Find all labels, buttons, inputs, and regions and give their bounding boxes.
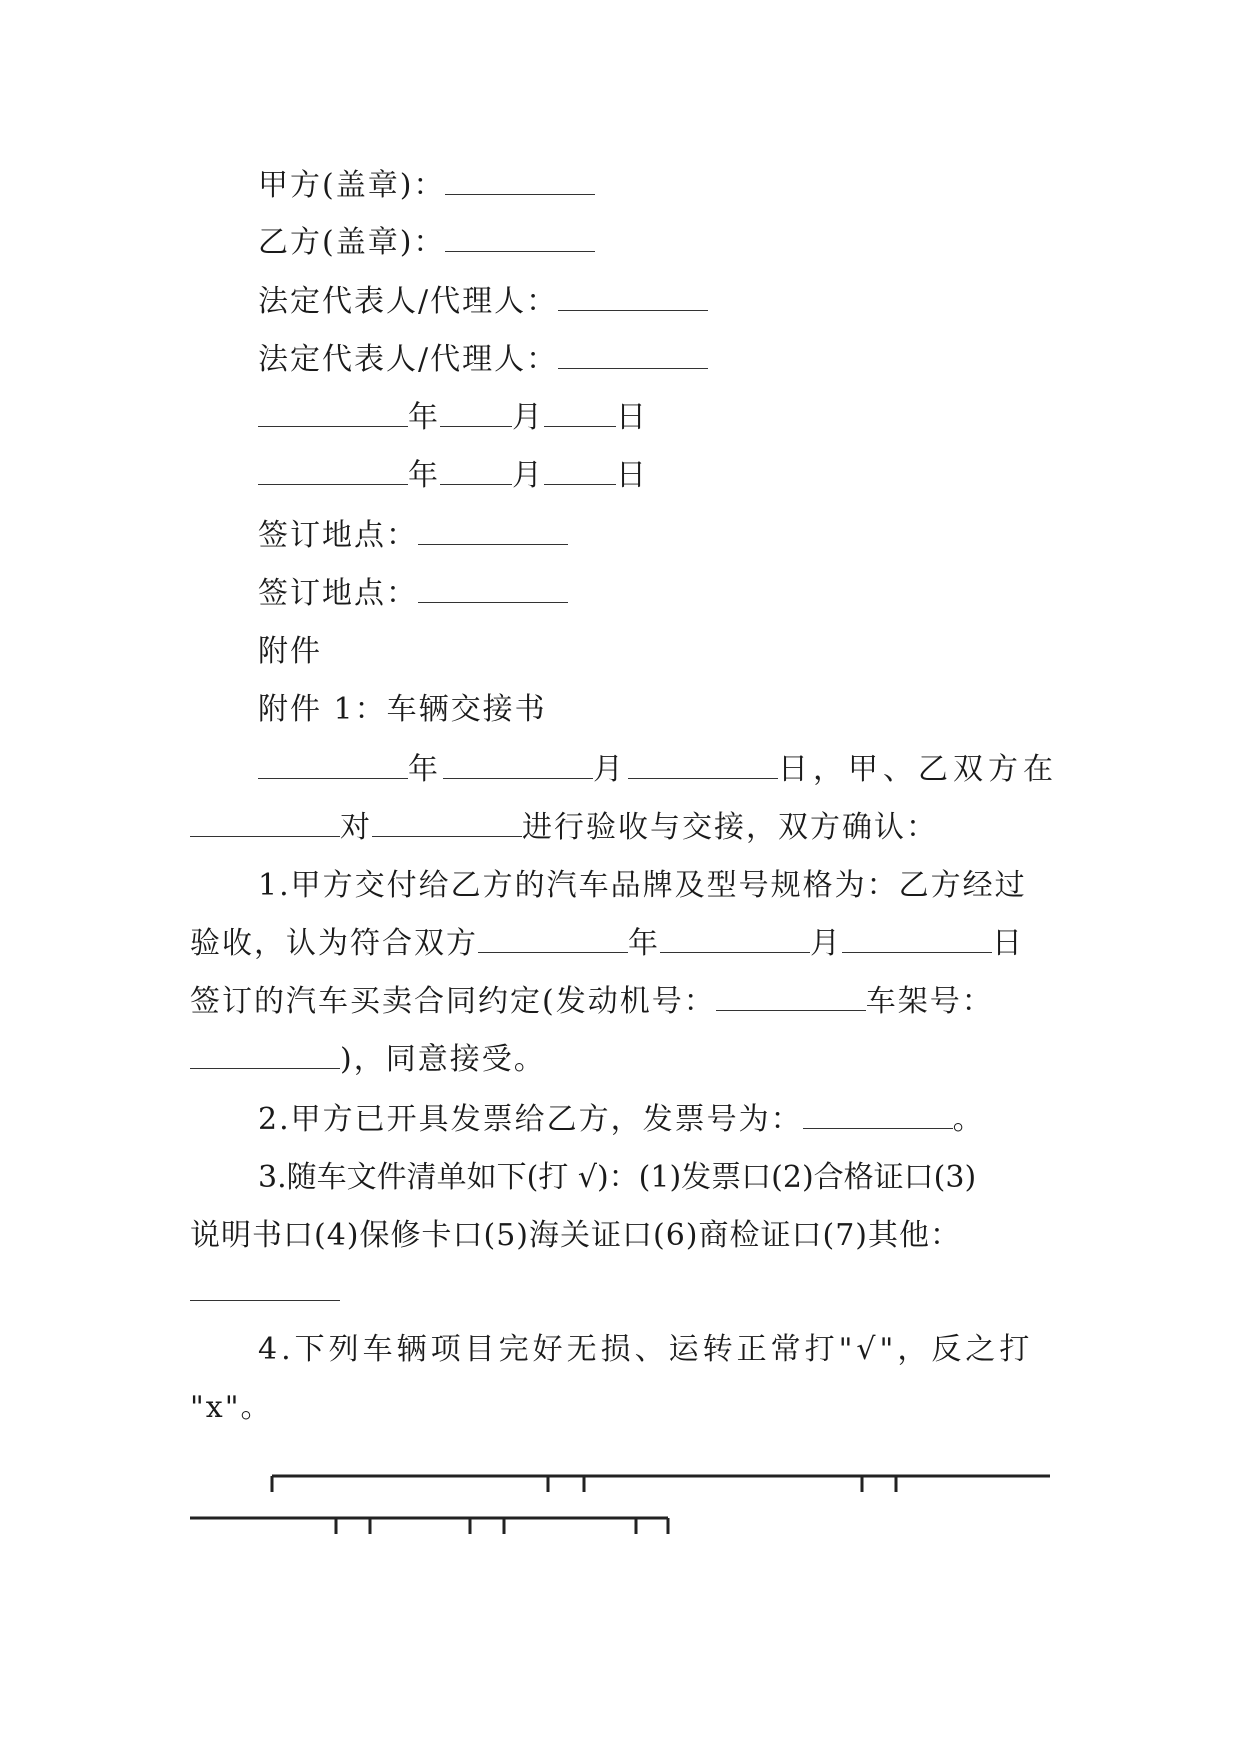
date-a-day-label: 日 bbox=[616, 400, 648, 435]
party-a-blank[interactable] bbox=[445, 168, 595, 195]
item1-accept: )，同意接受。 bbox=[340, 1042, 546, 1077]
frame-number-label: 车架号： bbox=[865, 984, 994, 1019]
handover-intro-line1 bbox=[258, 750, 1058, 790]
party-b-label: 乙方(盖章)： bbox=[258, 225, 446, 260]
date-a-year-label: 年 bbox=[408, 400, 440, 435]
rep-a-blank[interactable] bbox=[558, 284, 708, 311]
item2-end: 。 bbox=[952, 1102, 985, 1137]
intro-day-tail: 日，甲、乙双方在 bbox=[778, 752, 1058, 787]
item1-line4 bbox=[190, 1040, 546, 1080]
date-a bbox=[258, 398, 648, 438]
item1-line3 bbox=[190, 982, 994, 1022]
date-a-year-blank[interactable] bbox=[258, 400, 408, 427]
rep-b-blank[interactable] bbox=[558, 342, 708, 369]
handover-intro-line2 bbox=[190, 808, 938, 848]
place-b-blank[interactable] bbox=[418, 576, 568, 603]
invoice-number-blank[interactable] bbox=[803, 1102, 953, 1129]
rep-a bbox=[258, 282, 708, 322]
table-second-border bbox=[190, 1518, 668, 1534]
date-b-month-blank[interactable] bbox=[440, 458, 512, 485]
rep-b bbox=[258, 340, 708, 380]
intro-day-blank[interactable] bbox=[628, 752, 778, 779]
intro-year-blank[interactable] bbox=[258, 752, 408, 779]
party-a-seal bbox=[258, 166, 595, 206]
place-a bbox=[258, 516, 568, 556]
attachment-title: 附件 1：车辆交接书 bbox=[258, 692, 547, 727]
item1-month-label: 月 bbox=[810, 926, 842, 961]
intro-year-label: 年 bbox=[408, 752, 443, 787]
item1-day-label: 日 bbox=[992, 926, 1024, 961]
intro-month-label: 月 bbox=[593, 752, 628, 787]
date-a-month-blank[interactable] bbox=[440, 400, 512, 427]
item2-text: 2.甲方已开具发票给乙方，发票号为： bbox=[258, 1102, 803, 1137]
frame-number-blank[interactable] bbox=[190, 1042, 340, 1069]
item1-year-label: 年 bbox=[628, 926, 660, 961]
item4-line2: "x"。 bbox=[190, 1390, 273, 1425]
date-a-month-label: 月 bbox=[512, 400, 544, 435]
intro-month-blank[interactable] bbox=[443, 752, 593, 779]
item1-line1: 1.甲方交付给乙方的汽车品牌及型号规格为：乙方经过 bbox=[258, 868, 1027, 903]
place-b bbox=[258, 574, 568, 614]
party-b-seal bbox=[258, 223, 595, 263]
date-b-day-blank[interactable] bbox=[544, 458, 616, 485]
item1-month-blank[interactable] bbox=[660, 926, 810, 953]
date-a-day-blank[interactable] bbox=[544, 400, 616, 427]
item1-line2 bbox=[190, 924, 1024, 964]
item3-line1: 3.随车文件清单如下(打 √)：(1)发票口(2)合格证口(3) bbox=[258, 1160, 977, 1195]
place-a-blank[interactable] bbox=[418, 518, 568, 545]
attachment-heading: 附件 bbox=[258, 634, 322, 669]
item3-line2: 说明书口(4)保修卡口(5)海关证口(6)商检证口(7)其他： bbox=[190, 1218, 961, 1253]
party-a-label: 甲方(盖章)： bbox=[258, 168, 446, 203]
item1-contract: 签订的汽车买卖合同约定(发动机号： bbox=[190, 984, 716, 1019]
place-a-label: 签订地点： bbox=[258, 518, 418, 553]
item1-day-blank[interactable] bbox=[842, 926, 992, 953]
table-top-border bbox=[272, 1476, 1050, 1492]
date-b-month-label: 月 bbox=[512, 458, 544, 493]
date-b bbox=[258, 456, 648, 496]
intro-object-blank[interactable] bbox=[372, 810, 522, 837]
rep-b-label: 法定代表人/代理人： bbox=[258, 342, 559, 377]
engine-number-blank[interactable] bbox=[716, 984, 866, 1011]
item3-line3 bbox=[190, 1272, 340, 1312]
rep-a-label: 法定代表人/代理人： bbox=[258, 284, 559, 319]
place-b-label: 签订地点： bbox=[258, 576, 418, 611]
intro-place-blank[interactable] bbox=[190, 810, 340, 837]
item1-verify: 验收，认为符合双方 bbox=[190, 926, 478, 961]
item1-year-blank[interactable] bbox=[478, 926, 628, 953]
item2-line bbox=[258, 1100, 985, 1140]
other-docs-blank[interactable] bbox=[190, 1274, 340, 1301]
intro-dui: 对 bbox=[340, 810, 372, 845]
date-b-year-blank[interactable] bbox=[258, 458, 408, 485]
date-b-year-label: 年 bbox=[408, 458, 440, 493]
party-b-blank[interactable] bbox=[445, 225, 595, 252]
intro-rest: 进行验收与交接，双方确认： bbox=[522, 810, 938, 845]
item4-line1: 4.下列车辆项目完好无损、运转正常打"√"，反之打 bbox=[258, 1332, 1034, 1367]
date-b-day-label: 日 bbox=[616, 458, 648, 493]
